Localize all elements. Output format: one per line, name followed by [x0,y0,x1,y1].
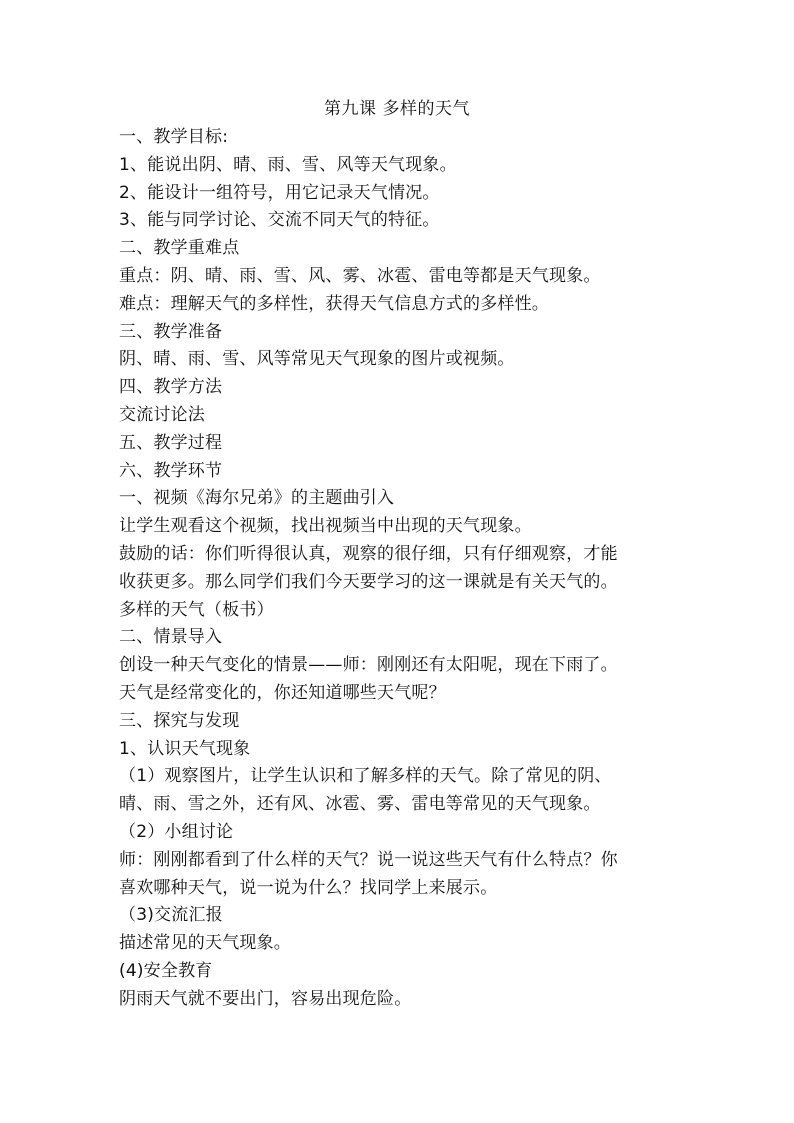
sub-heading-weather: 1、认识天气现象 [119,738,251,759]
section-heading-process: 五、教学过程 [119,432,223,453]
objective-item-2: 2、能设计一组符号，用它记录天气情况。 [119,182,440,203]
step-heading-scenario: 二、情景导入 [119,627,223,648]
paragraph-line: 师：刚刚都看到了什么样的天气？说一说这些天气有什么特点？你 [119,849,618,870]
paragraph-line: （1）观察图片，让学生认识和了解多样的天气。除了常见的阴、 [119,766,612,787]
page-title: 第九课 多样的天气 [324,99,470,119]
step-heading-video: 一、视频《海尔兄弟》的主题曲引入 [119,488,395,509]
step-heading-explore: 三、探究与发现 [119,710,240,731]
sub-item-discussion: （2）小组讨论 [119,821,234,842]
paragraph-line: 喜欢哪种天气，说一说为什么？找同学上来展示。 [119,877,498,898]
paragraph-line: 鼓励的话：你们听得很认真，观察的很仔细，只有仔细观察，才能 [119,543,618,564]
difficulty-text: 难点：理解天气的多样性，获得天气信息方式的多样性。 [119,293,549,314]
document-body [119,124,679,1014]
paragraph-line: 创设一种天气变化的情景——师：刚刚还有太阳呢，现在下雨了。 [119,655,618,676]
method-text: 交流讨论法 [119,404,205,425]
sub-item-safety: (4)安全教育 [119,960,213,981]
paragraph-line: 描述常见的天气现象。 [119,933,291,954]
key-point-text: 重点：阴、晴、雨、雪、风、雾、冰雹、雷电等都是天气现象。 [119,265,601,286]
section-heading-method: 四、教学方法 [119,377,223,398]
paragraph-line: 天气是经常变化的，你还知道哪些天气呢？ [119,682,446,703]
section-heading-key-points: 二、教学重难点 [119,238,240,259]
objective-item-3: 3、能与同学讨论、交流不同天气的特征。 [119,210,440,231]
paragraph-line: 晴、雨、雪之外，还有风、冰雹、雾、雷电等常见的天气现象。 [119,794,601,815]
section-heading-steps: 六、教学环节 [119,460,223,481]
objective-item-1: 1、能说出阴、晴、雨、雪、风等天气现象。 [119,154,457,175]
paragraph-line: 收获更多。那么同学们我们今天要学习的这一课就是有关天气的。 [119,571,618,592]
preparation-text: 阴、晴、雨、雪、风等常见天气现象的图片或视频。 [119,349,515,370]
paragraph-line: 多样的天气（板书） [119,599,274,620]
paragraph-line: 让学生观看这个视频，找出视频当中出现的天气现象。 [119,516,532,537]
section-heading-preparation: 三、教学准备 [119,321,223,342]
sub-item-report: （3)交流汇报 [119,905,223,926]
section-heading-objectives: 一、教学目标: [119,127,229,147]
paragraph-line: 阴雨天气就不要出门，容易出现危险。 [119,988,412,1009]
